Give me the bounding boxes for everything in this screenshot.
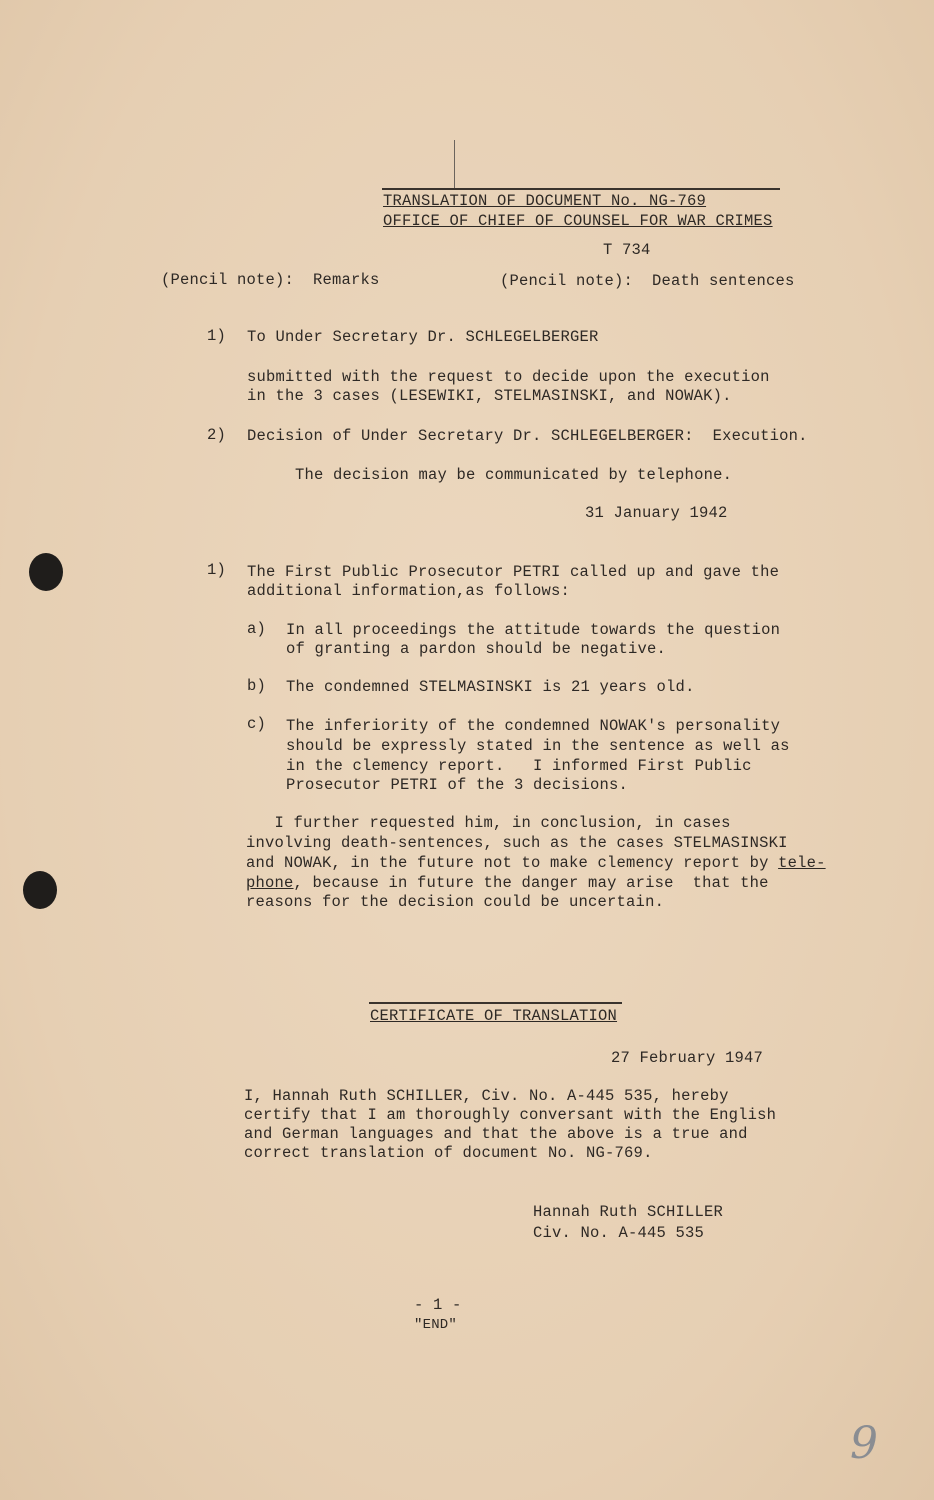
- certificate-body-3: and German languages and that the above is a true and: [244, 1125, 748, 1143]
- s2-para-line-2: involving death-sentences, such as the cases STELMASINSKI: [246, 834, 788, 852]
- signature-name: Hannah Ruth SCHILLER: [533, 1203, 724, 1221]
- s2-para-line-3: [246, 854, 826, 873]
- punch-hole-top: [29, 553, 63, 591]
- certificate-body-4: correct translation of document No. NG-769.: [244, 1144, 653, 1162]
- header-ref: T 734: [603, 241, 651, 259]
- s1-date: 31 January 1942: [585, 504, 728, 522]
- signature-civ-no: Civ. No. A-445 535: [533, 1224, 705, 1242]
- s2-para-line-1: I further requested him, in conclusion, in cases: [246, 814, 731, 832]
- punch-hole-bottom: [23, 871, 57, 909]
- s1-item1-body-1: submitted with the request to decide upon the execution: [247, 368, 770, 386]
- s1-item2-title: Decision of Under Secretary Dr. SCHLEGELBERGER: Execution.: [247, 427, 808, 445]
- certificate-rule: [369, 1002, 622, 1004]
- s2-a-line-2: of granting a pardon should be negative.: [286, 640, 667, 658]
- s2-b-label: b): [247, 677, 267, 695]
- header-line-2: OFFICE OF CHIEF OF COUNSEL FOR WAR CRIMES: [383, 212, 773, 230]
- s2-a-label: a): [247, 620, 267, 638]
- pencil-note-death-sentences: (Pencil note): Death sentences: [500, 272, 795, 290]
- certificate-date: 27 February 1947: [611, 1049, 764, 1067]
- s2-c-label: c): [247, 715, 267, 733]
- pencil-page-number: 9: [850, 1418, 878, 1469]
- s1-item1-body-2: in the 3 cases (LESEWIKI, STELMASINSKI, and NOWAK).: [247, 387, 732, 405]
- s2-number: 1): [207, 561, 227, 579]
- page-number: - 1 -: [414, 1296, 462, 1314]
- s2-para-line-3-text: and NOWAK, in the future not to make clemency report by: [246, 854, 779, 872]
- s2-a-line-1: In all proceedings the attitude towards the question: [286, 621, 781, 639]
- s1-item1-number: 1): [207, 327, 227, 345]
- header-rule: [382, 188, 780, 190]
- s2-para-underlined-tele: tele-: [778, 854, 826, 872]
- pencil-tick: [454, 140, 455, 188]
- s1-item2-body: The decision may be communicated by telephone.: [295, 466, 733, 484]
- end-marker: "END": [414, 1317, 458, 1333]
- s2-c-line-1: The inferiority of the condemned NOWAK's personality: [286, 717, 781, 735]
- header-line-1: TRANSLATION OF DOCUMENT No. NG-769: [383, 192, 707, 210]
- s2-c-line-4: Prosecutor PETRI of the 3 decisions.: [286, 776, 629, 794]
- s2-b-line-1: The condemned STELMASINSKI is 21 years old.: [286, 678, 695, 696]
- s1-item1-title: To Under Secretary Dr. SCHLEGELBERGER: [247, 328, 599, 346]
- s2-intro-2: additional information,as follows:: [247, 582, 571, 600]
- certificate-body-1: I, Hannah Ruth SCHILLER, Civ. No. A-445 535, hereby: [244, 1087, 729, 1105]
- s2-para-line-4: [246, 874, 769, 893]
- s2-para-line-5: reasons for the decision could be uncertain.: [246, 893, 665, 911]
- s2-para-underlined-phone: phone: [246, 874, 294, 892]
- s2-c-line-3: in the clemency report. I informed First Public: [286, 757, 752, 775]
- certificate-title: CERTIFICATE OF TRANSLATION: [370, 1007, 618, 1025]
- s2-para-line-4-text: , because in future the danger may arise that the: [293, 874, 769, 892]
- s1-item2-number: 2): [207, 426, 227, 444]
- certificate-body-2: certify that I am thoroughly conversant with the English: [244, 1106, 777, 1124]
- s2-intro-1: The First Public Prosecutor PETRI called up and gave the: [247, 563, 780, 581]
- pencil-note-remarks: (Pencil note): Remarks: [161, 271, 380, 289]
- s2-c-line-2: should be expressly stated in the sentence as well as: [286, 737, 790, 755]
